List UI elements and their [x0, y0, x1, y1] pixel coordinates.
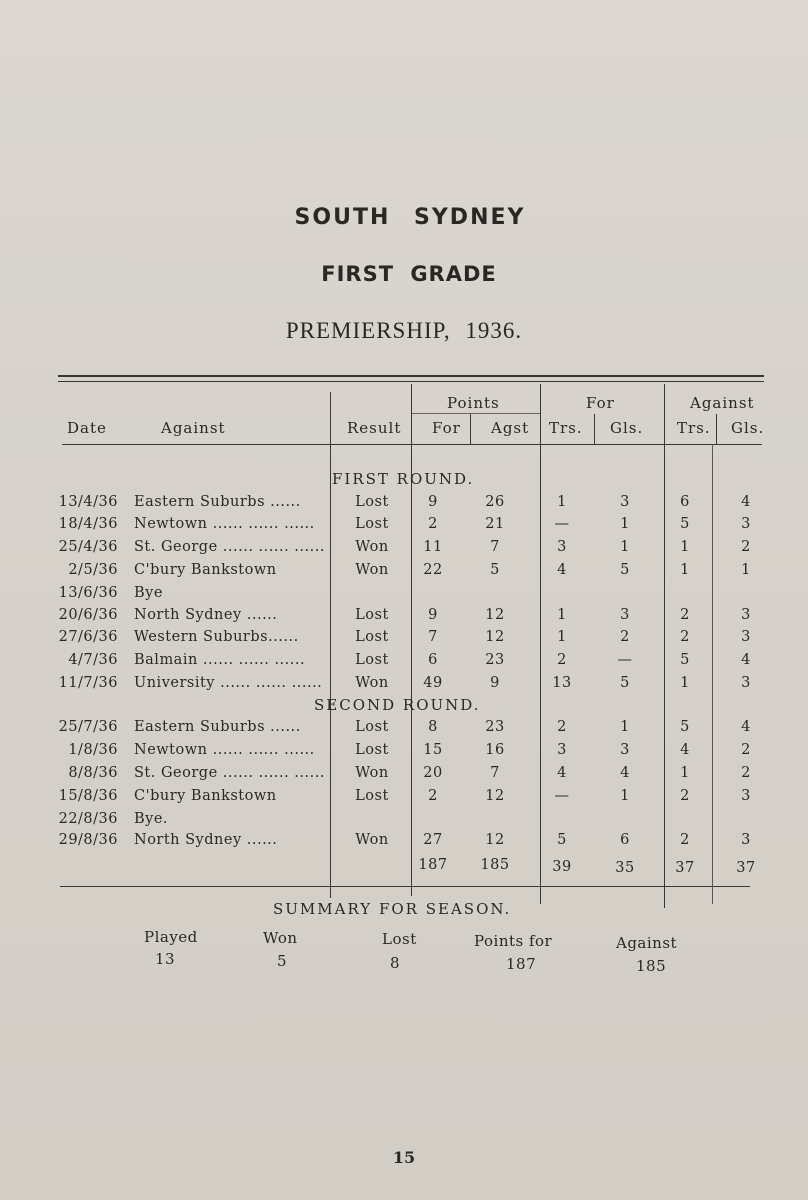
row-agst-trs: 2	[680, 629, 690, 645]
row-agst-gls: 3	[741, 675, 751, 691]
summary-lost-value: 8	[390, 954, 401, 972]
row-date: 25/4/36	[58, 539, 118, 555]
col-divider-agls-lower	[712, 444, 713, 904]
row-points-for: 22	[423, 562, 443, 578]
row-points-agst: 21	[485, 516, 505, 532]
summary-points-for-value: 187	[506, 955, 537, 973]
row-agst-gls: 4	[741, 652, 751, 668]
row-opponent: Bye	[134, 585, 163, 601]
row-date: 18/4/36	[58, 516, 118, 532]
total-for-gls: 35	[615, 860, 635, 876]
row-agst-trs: 5	[680, 719, 690, 735]
row-date: 20/6/36	[58, 607, 118, 623]
row-agst-gls: 4	[741, 719, 751, 735]
row-points-for: 9	[428, 494, 438, 510]
summary-against-value: 185	[636, 957, 667, 975]
points-subrule	[412, 413, 540, 414]
header-points-agst: Agst	[491, 419, 530, 437]
row-agst-trs: 2	[680, 832, 690, 848]
row-for-trs: 1	[557, 494, 567, 510]
row-for-gls: —	[617, 652, 633, 668]
row-agst-trs: 1	[680, 765, 690, 781]
row-for-gls: 5	[620, 562, 630, 578]
row-opponent: North Sydney ......	[134, 832, 278, 848]
row-for-gls: 1	[620, 788, 630, 804]
row-result: Won	[355, 539, 389, 555]
row-agst-gls: 3	[741, 629, 751, 645]
header-date: Date	[67, 419, 107, 437]
row-agst-trs: 2	[680, 788, 690, 804]
total-points-agst: 185	[480, 857, 510, 873]
row-for-gls: 6	[620, 832, 630, 848]
top-rule-1	[58, 375, 764, 377]
row-points-for: 27	[423, 832, 443, 848]
row-points-for: 9	[428, 607, 438, 623]
row-points-agst: 23	[485, 652, 505, 668]
summary-won-label: Won	[263, 929, 298, 947]
row-opponent: Newtown ...... ...... ......	[134, 742, 315, 758]
row-date: 22/8/36	[58, 811, 118, 827]
row-date: 25/7/36	[58, 719, 118, 735]
row-points-for: 2	[428, 788, 438, 804]
round-heading-second: SECOND ROUND.	[314, 696, 481, 714]
row-opponent: University ...... ...... ......	[134, 675, 323, 691]
row-opponent: Eastern Suburbs ......	[134, 719, 301, 735]
row-date: 15/8/36	[58, 788, 118, 804]
row-for-trs: 2	[557, 719, 567, 735]
row-points-agst: 5	[490, 562, 500, 578]
header-agst-gls: Gls.	[731, 419, 765, 437]
row-agst-trs: 1	[680, 562, 690, 578]
header-rule	[62, 444, 762, 445]
total-agst-gls: 37	[736, 860, 756, 876]
row-points-for: 2	[428, 516, 438, 532]
page-number: 15	[392, 1148, 416, 1167]
header-agst-trs: Trs.	[677, 419, 711, 437]
summary-won-value: 5	[277, 952, 288, 970]
row-points-agst: 7	[490, 765, 500, 781]
bottom-rule	[60, 886, 750, 887]
row-for-gls: 4	[620, 765, 630, 781]
row-points-for: 11	[423, 539, 443, 555]
total-points-for: 187	[418, 857, 448, 873]
row-points-agst: 9	[490, 675, 500, 691]
row-agst-gls: 3	[741, 607, 751, 623]
row-date: 2/5/36	[68, 562, 118, 578]
row-for-trs: 1	[557, 629, 567, 645]
row-result: Lost	[355, 652, 389, 668]
row-result: Won	[355, 675, 389, 691]
total-for-trs: 39	[552, 859, 572, 875]
row-date: 29/8/36	[58, 832, 118, 848]
row-opponent: Western Suburbs......	[134, 629, 299, 645]
row-for-gls: 1	[620, 516, 630, 532]
row-agst-trs: 5	[680, 652, 690, 668]
row-opponent: Newtown ...... ...... ......	[134, 516, 315, 532]
header-result: Result	[347, 419, 402, 437]
row-points-for: 20	[423, 765, 443, 781]
col-divider-agls	[716, 414, 717, 444]
row-for-trs: 4	[557, 562, 567, 578]
col-divider-result	[330, 392, 331, 898]
header-for-trs: Trs.	[549, 419, 583, 437]
row-for-gls: 3	[620, 607, 630, 623]
row-points-for: 8	[428, 719, 438, 735]
top-rule-2	[58, 381, 764, 382]
row-result: Won	[355, 832, 389, 848]
header-against: Against	[161, 419, 226, 437]
title-team: SOUTH SYDNEY	[294, 205, 526, 230]
row-for-trs: 3	[557, 742, 567, 758]
row-points-agst: 12	[485, 832, 505, 848]
summary-points-for-label: Points for	[474, 932, 553, 950]
header-points: Points	[447, 394, 500, 412]
row-opponent: Balmain ...... ...... ......	[134, 652, 306, 668]
row-agst-trs: 5	[680, 516, 690, 532]
row-for-trs: 1	[557, 607, 567, 623]
row-for-gls: 5	[620, 675, 630, 691]
row-agst-gls: 1	[741, 562, 751, 578]
summary-lost-label: Lost	[382, 930, 417, 948]
row-result: Lost	[355, 629, 389, 645]
row-agst-gls: 3	[741, 516, 751, 532]
row-points-agst: 12	[485, 629, 505, 645]
col-divider-agst	[470, 414, 471, 444]
row-date: 27/6/36	[58, 629, 118, 645]
row-opponent: C'bury Bankstown	[134, 788, 277, 804]
row-date: 13/6/36	[58, 585, 118, 601]
row-date: 8/8/36	[68, 765, 118, 781]
row-points-agst: 12	[485, 607, 505, 623]
row-for-trs: —	[554, 516, 570, 532]
row-opponent: St. George ...... ...... ......	[134, 539, 325, 555]
row-result: Lost	[355, 607, 389, 623]
title-premiership: PREMIERSHIP, 1936.	[285, 318, 523, 343]
row-agst-gls: 3	[741, 788, 751, 804]
row-opponent: C'bury Bankstown	[134, 562, 277, 578]
row-result: Won	[355, 562, 389, 578]
row-result: Lost	[355, 516, 389, 532]
total-agst-trs: 37	[675, 860, 695, 876]
row-for-trs: 4	[557, 765, 567, 781]
col-divider-gls	[594, 414, 595, 444]
row-opponent: St. George ...... ...... ......	[134, 765, 325, 781]
row-date: 11/7/36	[58, 675, 118, 691]
row-result: Won	[355, 765, 389, 781]
row-points-agst: 23	[485, 719, 505, 735]
round-heading-first: FIRST ROUND.	[332, 470, 475, 488]
summary-played-label: Played	[144, 928, 198, 946]
row-agst-trs: 4	[680, 742, 690, 758]
summary-played-value: 13	[155, 950, 176, 968]
row-agst-gls: 4	[741, 494, 751, 510]
row-date: 13/4/36	[58, 494, 118, 510]
row-for-gls: 1	[620, 719, 630, 735]
row-for-trs: 2	[557, 652, 567, 668]
row-agst-gls: 2	[741, 765, 751, 781]
row-for-trs: 13	[552, 675, 572, 691]
row-result: Lost	[355, 742, 389, 758]
row-for-trs: 5	[557, 832, 567, 848]
title-grade: FIRST GRADE	[321, 262, 497, 286]
row-date: 4/7/36	[68, 652, 118, 668]
row-agst-trs: 1	[680, 539, 690, 555]
row-agst-gls: 3	[741, 832, 751, 848]
row-points-agst: 26	[485, 494, 505, 510]
row-agst-gls: 2	[741, 742, 751, 758]
row-opponent: Bye.	[134, 811, 169, 827]
row-for-gls: 1	[620, 539, 630, 555]
row-points-for: 6	[428, 652, 438, 668]
header-points-for: For	[432, 419, 461, 437]
row-agst-trs: 1	[680, 675, 690, 691]
summary-title: SUMMARY FOR SEASON.	[273, 900, 512, 918]
col-divider-for	[540, 384, 541, 904]
row-agst-gls: 2	[741, 539, 751, 555]
row-points-for: 49	[423, 675, 443, 691]
row-for-trs: 3	[557, 539, 567, 555]
row-for-trs: —	[554, 788, 570, 804]
header-for-gls: Gls.	[610, 419, 644, 437]
row-for-gls: 3	[620, 494, 630, 510]
row-result: Lost	[355, 788, 389, 804]
row-points-for: 7	[428, 629, 438, 645]
row-points-agst: 7	[490, 539, 500, 555]
row-for-gls: 3	[620, 742, 630, 758]
col-divider-against	[664, 384, 665, 908]
row-agst-trs: 6	[680, 494, 690, 510]
row-for-gls: 2	[620, 629, 630, 645]
row-opponent: North Sydney ......	[134, 607, 278, 623]
row-result: Lost	[355, 494, 389, 510]
row-points-for: 15	[423, 742, 443, 758]
summary-against-label: Against	[616, 934, 678, 952]
row-points-agst: 16	[485, 742, 505, 758]
row-agst-trs: 2	[680, 607, 690, 623]
header-for-group: For	[586, 394, 615, 412]
header-against-group: Against	[690, 394, 755, 412]
row-points-agst: 12	[485, 788, 505, 804]
row-result: Lost	[355, 719, 389, 735]
row-opponent: Eastern Suburbs ......	[134, 494, 301, 510]
row-date: 1/8/36	[68, 742, 118, 758]
